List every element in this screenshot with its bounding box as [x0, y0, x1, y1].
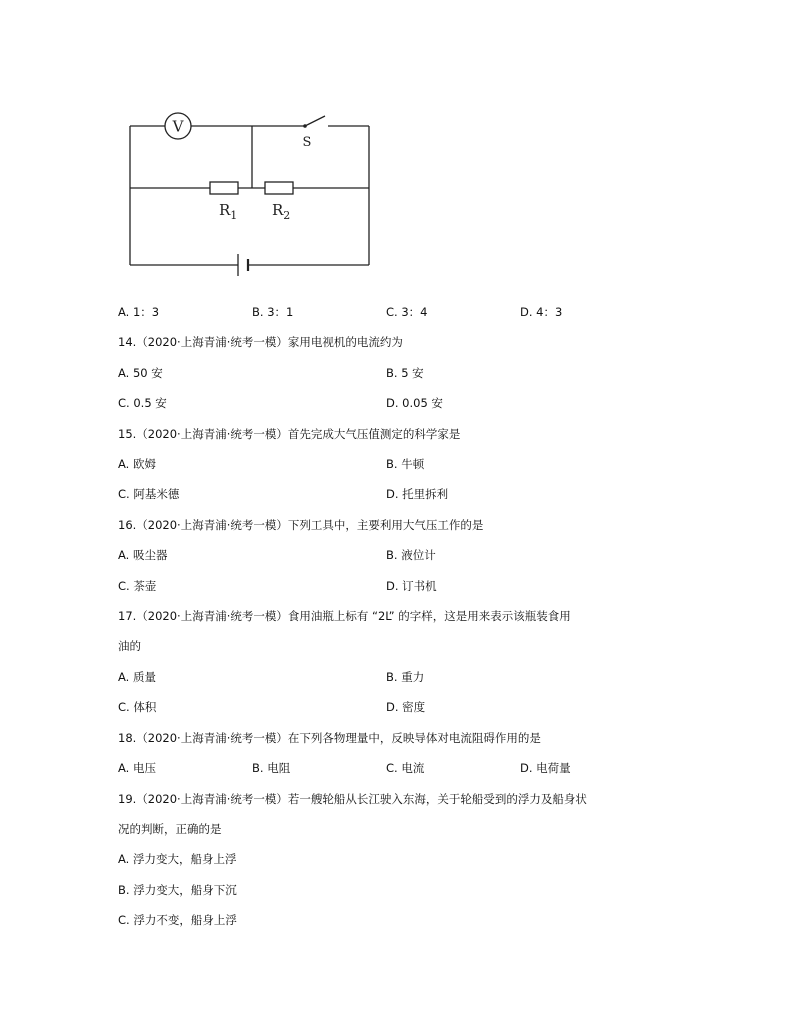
voltmeter-symbol: V — [172, 117, 184, 136]
q19-option-c: C. 浮力不变，船身上浮 — [118, 913, 237, 927]
switch-blade — [305, 116, 325, 126]
q19-stem-line1: 19.（2020·上海青浦·统考一模）若一艘轮船从长江驶入东海，关于轮船受到的浮力及船身状 — [118, 792, 587, 806]
q15-option-d: D. 托里拆利 — [386, 487, 449, 501]
q16-option-b: B. 液位计 — [386, 548, 436, 562]
resistor-r1 — [210, 182, 238, 194]
q15-option-b: B. 牛顿 — [386, 457, 425, 471]
q18-stem: 18.（2020·上海青浦·统考一模）在下列各物理量中，反映导体对电流阻碍作用的是 — [118, 731, 541, 745]
circuit-diagram — [118, 100, 388, 290]
q17-option-c: C. 体积 — [118, 700, 157, 714]
q15-option-c: C. 阿基米德 — [118, 487, 180, 501]
switch-label: S — [302, 135, 312, 150]
q13-option-a: A. 1：3 — [118, 305, 160, 319]
q14-option-b: B. 5 安 — [386, 366, 424, 380]
q16-option-c: C. 茶壶 — [118, 579, 157, 593]
q18-option-d: D. 电荷量 — [520, 761, 571, 775]
q14-stem: 14.（2020·上海青浦·统考一模）家用电视机的电流约为 — [118, 335, 403, 349]
q14-option-a: A. 50 安 — [118, 366, 163, 380]
r2-label: $R_2$ — [272, 201, 291, 222]
q13-option-d: D. 4：3 — [520, 305, 563, 319]
q16-stem: 16.（2020·上海青浦·统考一模）下列工具中，主要利用大气压工作的是 — [118, 518, 484, 532]
q18-option-b: B. 电阻 — [252, 761, 291, 775]
q17-option-d: D. 密度 — [386, 700, 426, 714]
q14-option-d: D. 0.05 安 — [386, 396, 443, 410]
resistor-r2 — [265, 182, 293, 194]
q15-option-a: A. 欧姆 — [118, 457, 156, 471]
q13-option-c: C. 3：4 — [386, 305, 428, 319]
q19-option-a: A. 浮力变大，船身上浮 — [118, 852, 237, 866]
q16-option-d: D. 订书机 — [386, 579, 437, 593]
q18-option-a: A. 电压 — [118, 761, 156, 775]
q17-option-a: A. 质量 — [118, 670, 156, 684]
q16-option-a: A. 吸尘器 — [118, 548, 168, 562]
r1-label: $R_1$ — [219, 201, 238, 222]
switch-pivot — [303, 124, 307, 128]
q19-option-b: B. 浮力变大，船身下沉 — [118, 883, 237, 897]
q17-stem-line2: 油的 — [118, 639, 141, 653]
q18-option-c: C. 电流 — [386, 761, 425, 775]
q15-stem: 15.（2020·上海青浦·统考一模）首先完成大气压值测定的科学家是 — [118, 427, 461, 441]
q17-option-b: B. 重力 — [386, 670, 425, 684]
q19-stem-line2: 况的判断，正确的是 — [118, 822, 222, 836]
q17-stem-line1: 17.（2020·上海青浦·统考一模）食用油瓶上标有 “2L” 的字样，这是用来表示该瓶装食用 — [118, 609, 571, 623]
q13-option-b: B. 3：1 — [252, 305, 294, 319]
q14-option-c: C. 0.5 安 — [118, 396, 167, 410]
